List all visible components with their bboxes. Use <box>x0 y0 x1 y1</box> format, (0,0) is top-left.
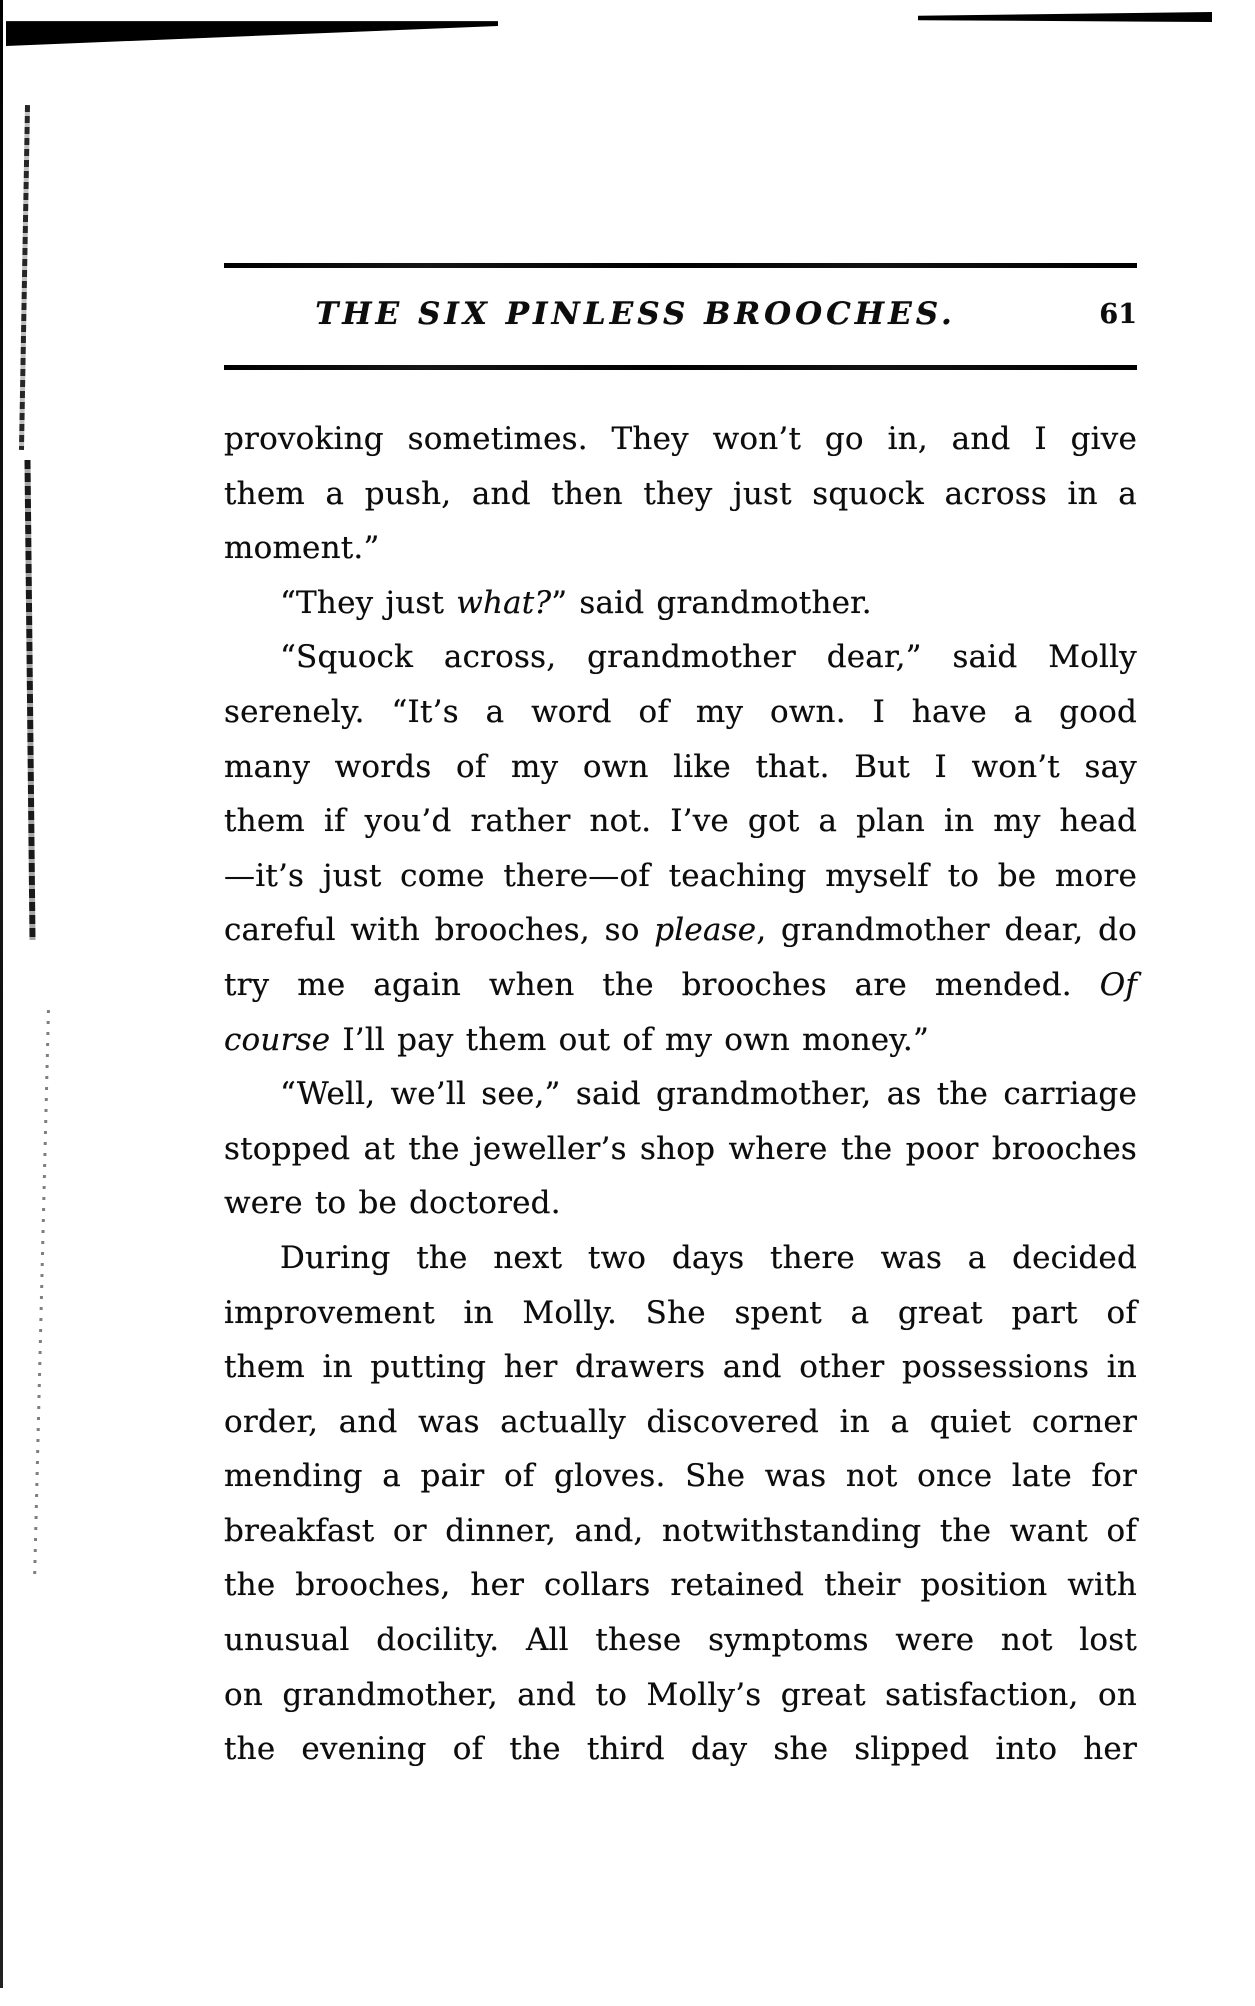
scan-artifact-top-left-bar <box>6 19 498 46</box>
header-rule-top <box>224 263 1137 268</box>
text-line: them in putting her drawers and other possessions in <box>224 1349 1137 1386</box>
text-line: “Squock across, grandmother dear,” said Molly <box>280 639 1137 676</box>
paragraph <box>224 412 1137 576</box>
text-line: “They just what?” said grandmother. <box>280 584 872 621</box>
paragraph <box>224 630 1137 1067</box>
text-line: on grandmother, and to Molly’s great satisfaction, on <box>224 1676 1137 1713</box>
text-line: serenely. “It’s a word of my own. I have a good <box>224 693 1137 730</box>
text-line: order, and was actually discovered in a quiet corner <box>224 1403 1137 1440</box>
text-line: them a push, and then they just squock across in a <box>224 475 1137 512</box>
text-line: provoking sometimes. They won’t go in, and I give <box>224 421 1137 457</box>
text-line: careful with brooches, so please, grandmother dear, do <box>224 912 1137 949</box>
scan-artifact-binding-mark <box>33 1010 50 1580</box>
text-line: During the next two days there was a decided <box>280 1239 1137 1276</box>
page-title: THE SIX PINLESS BROOCHES. <box>315 296 956 332</box>
page-text <box>224 412 1137 1777</box>
header-rule-bottom <box>224 365 1137 370</box>
text-line: moment.” <box>224 530 380 567</box>
text-line: the brooches, her collars retained their position with <box>224 1567 1137 1604</box>
text-line: stopped at the jeweller’s shop where the poor brooches <box>224 1130 1137 1167</box>
scan-artifact-top-right-bar <box>918 12 1212 22</box>
page-number: 61 <box>1099 299 1137 330</box>
paragraph <box>224 1231 1137 1777</box>
paragraph <box>224 576 1137 631</box>
text-line: breakfast or dinner, and, notwithstanding the want of <box>224 1512 1137 1549</box>
text-line: “Well, we’ll see,” said grandmother, as the carriage <box>280 1076 1137 1113</box>
text-line: try me again when the brooches are mended. Of <box>224 966 1137 1003</box>
scan-artifact-right-edge-line <box>0 0 3 1988</box>
text-line: were to be doctored. <box>224 1185 561 1222</box>
text-line: the evening of the third day she slipped into her <box>224 1731 1137 1768</box>
text-line: unusual docility. All these symptoms were not lost <box>224 1622 1137 1659</box>
running-header <box>224 296 1137 346</box>
paragraph <box>224 1067 1137 1231</box>
text-line: mending a pair of gloves. She was not once late for <box>224 1458 1137 1495</box>
text-line: them if you’d rather not. I’ve got a plan in my head <box>224 803 1137 840</box>
text-line: —it’s just come there—of teaching myself to be more <box>224 857 1137 894</box>
scan-artifact-binding-mark <box>24 460 35 940</box>
text-line: course I’ll pay them out of my own money.” <box>224 1021 929 1058</box>
text-line: many words of my own like that. But I won’t say <box>224 748 1137 785</box>
text-line: improvement in Molly. She spent a great part of <box>224 1294 1137 1331</box>
scan-artifact-binding-mark <box>19 105 30 450</box>
